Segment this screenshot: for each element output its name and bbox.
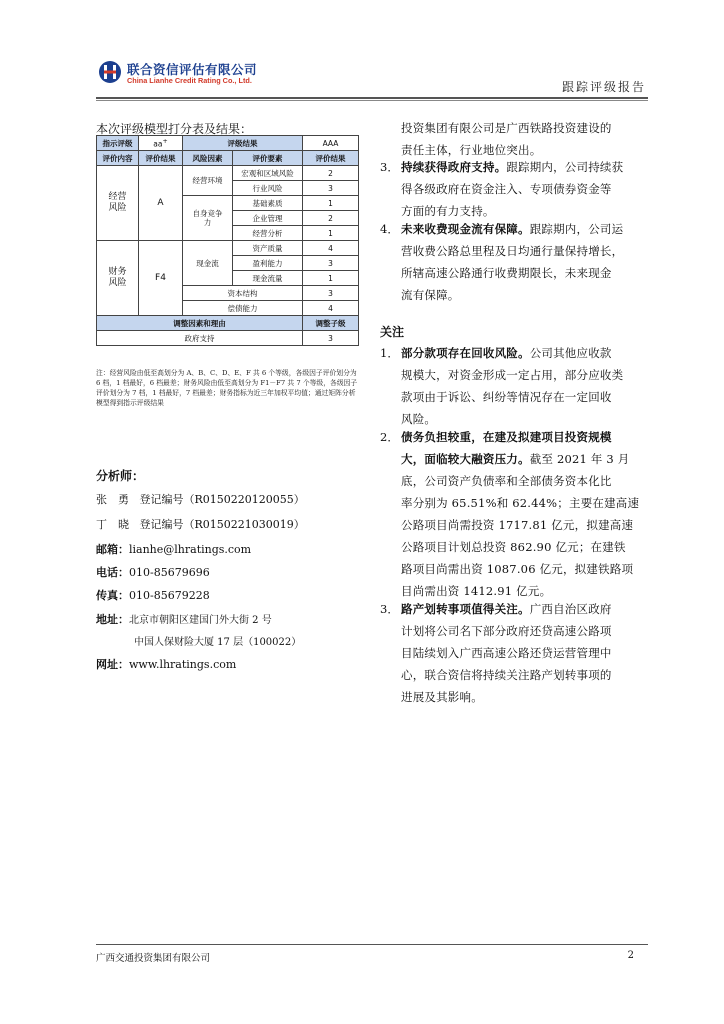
address-label: 地址： [96, 613, 129, 626]
footer-divider [96, 944, 648, 945]
phone-value: 010-85679696 [129, 566, 210, 579]
company-name-cn: 联合资信评估有限公司 [127, 62, 258, 77]
paragraph-line: 责任主体，行业地位突出。 [401, 143, 542, 157]
adjust-reason: 政府支持 [97, 331, 303, 346]
paragraph-line: 得各级政府在资金注入、专项债券资金等 [401, 182, 612, 196]
element-score: 1 [303, 226, 359, 241]
business-risk-label: 经营风险 [97, 166, 139, 241]
element-name: 盈利能力 [233, 256, 303, 271]
list-number: 3． [380, 160, 399, 174]
company-name-en: China Lianhe Credit Rating Co., Ltd. [127, 76, 252, 85]
paragraph-line: 所辖高速公路通行收费期限长，未来现金 [401, 266, 612, 280]
list-number: 2． [380, 430, 399, 444]
financial-risk-grade: F4 [139, 241, 183, 316]
address-line-2: 中国人保财险大厦 17 层（100022） [134, 637, 302, 648]
table-header-row [97, 316, 359, 331]
web-link[interactable]: www.lhratings.com [129, 658, 237, 671]
element-name: 现金流量 [233, 271, 303, 286]
paragraph-line: 进展及其影响。 [401, 690, 483, 704]
footer-company: 广西交通投资集团有限公司 [96, 953, 211, 964]
fax-line [96, 587, 210, 603]
list-item-4: 未来收费现金流有保障。跟踪期内，公司运 [401, 222, 624, 236]
indicative-label: 指示评级 [97, 136, 139, 151]
cash-flow-label: 现金流 [183, 241, 233, 286]
paragraph-line: 规模大，对资金形成一定占用，部分应收类 [401, 368, 624, 382]
analyst-name: 张 勇 [96, 493, 129, 506]
paragraph-line: 款项由于诉讼、纠纷等情况存在一定回收 [401, 390, 612, 404]
email-line [96, 541, 251, 557]
paragraph-line: 公路项目计划总投资 862.90 亿元；在建铁 [401, 540, 626, 554]
list-number: 4． [380, 222, 399, 236]
col-header: 风险因素 [183, 151, 233, 166]
email-label: 邮箱： [96, 543, 129, 556]
paragraph-line: 投资集团有限公司是广西铁路投资建设的 [401, 121, 612, 135]
element-score: 1 [303, 271, 359, 286]
element-name: 企业管理 [233, 211, 303, 226]
fax-label: 传真： [96, 589, 129, 602]
analyst-1 [96, 491, 305, 507]
element-score: 2 [303, 166, 359, 181]
phone-line [96, 564, 210, 580]
table-row [97, 331, 359, 346]
analyst-name: 丁 晓 [96, 518, 129, 531]
web-label: 网址： [96, 658, 129, 671]
element-score: 3 [303, 256, 359, 271]
focus-heading: 关注 [380, 325, 405, 339]
element-score: 1 [303, 196, 359, 211]
web-line [96, 656, 236, 672]
table-row [97, 166, 359, 181]
table-row [97, 136, 359, 151]
model-title: 本次评级模型打分表及结果： [96, 122, 253, 136]
fax-value: 010-85679228 [129, 589, 210, 602]
rating-model-table [96, 135, 359, 346]
self-competitiveness-label: 自身竞争力 [183, 196, 233, 241]
focus-item-2: 债务负担较重，在建及拟建项目投资规模 [401, 430, 612, 444]
header-divider-thin [96, 100, 648, 101]
analyst-2 [96, 516, 305, 532]
lianhe-logo-icon [98, 60, 122, 84]
col-header: 评价要素 [233, 151, 303, 166]
paragraph-line: 大，面临较大融资压力。截至 2021 年 3 月 [401, 452, 630, 466]
paragraph-line: 风险。 [401, 412, 437, 426]
element-name: 经营分析 [233, 226, 303, 241]
paragraph-line: 计划将公司名下部分政府还贷高速公路项 [401, 624, 612, 638]
element-name: 基础素质 [233, 196, 303, 211]
col-header: 评价结果 [303, 151, 359, 166]
paragraph-line: 路项目尚需出资 1087.06 亿元，拟建铁路项 [401, 562, 634, 576]
list-item-3: 持续获得政府支持。跟踪期内，公司持续获 [401, 160, 624, 174]
adjust-label: 调整因素和理由 [97, 316, 303, 331]
element-score: 2 [303, 211, 359, 226]
paragraph-line: 心，联合资信将持续关注路产划转事项的 [401, 668, 612, 682]
result-value: AAA [303, 136, 359, 151]
paragraph-line: 营收费公路总里程及日均通行量保持增长， [401, 244, 624, 258]
header-divider [96, 97, 648, 99]
financial-risk-label: 财务风险 [97, 241, 139, 316]
paragraph-line: 方面的有力支持。 [401, 204, 495, 218]
report-type: 跟踪评级报告 [561, 80, 646, 94]
element-name: 资本结构 [183, 286, 303, 301]
element-score: 3 [303, 286, 359, 301]
business-risk-grade: A [139, 166, 183, 241]
paragraph-line: 目陆续划入广西高速公路还贷运营管理中 [401, 646, 612, 660]
list-number: 3． [380, 602, 399, 616]
analyst-reg: 登记编号（R0150220120055） [139, 493, 305, 506]
focus-item-3: 路产划转事项值得关注。广西自治区政府 [401, 602, 612, 616]
analyst-heading: 分析师： [96, 469, 145, 483]
adjust-value: 3 [303, 331, 359, 346]
paragraph-line: 公路项目尚需投资 1717.81 亿元，拟建高速 [401, 518, 634, 532]
paragraph-line: 底，公司资产负债率和全部债务资本化比 [401, 474, 612, 488]
element-name: 行业风险 [233, 181, 303, 196]
analyst-reg: 登记编号（R0150221030019） [139, 518, 305, 531]
element-score: 4 [303, 301, 359, 316]
indicative-value: aa+ [139, 136, 183, 151]
paragraph-line: 率分别为 65.51%和 62.44%；主要在建高速 [401, 496, 640, 510]
phone-label: 电话： [96, 566, 129, 579]
element-score: 4 [303, 241, 359, 256]
result-label: 评级结果 [183, 136, 303, 151]
focus-item-1: 部分款项存在回收风险。公司其他应收款 [401, 346, 612, 360]
paragraph-line: 流有保障。 [401, 288, 460, 302]
col-header: 评价内容 [97, 151, 139, 166]
element-name: 偿债能力 [183, 301, 303, 316]
model-note: 注：经营风险由低至高划分为 A、B、C、D、E、F 共 6 个等级，各级因子评价划分为 6 档，1 档最好，6 档最差；财务风险由低至高划分为 F1－F7 共 7 个等级，各级因子评价划分为 7 档，1 档最好，7 档最差；财务指标为近三年加权平均值；通过矩阵分析模型得到指示评级结果 [96, 369, 358, 407]
address-value: 北京市朝阳区建国门外大街 2 号 [129, 615, 272, 626]
operating-env-label: 经营环境 [183, 166, 233, 196]
col-header: 评价结果 [139, 151, 183, 166]
email-link[interactable]: lianhe@lhratings.com [129, 543, 252, 556]
list-number: 1． [380, 346, 399, 360]
element-score: 3 [303, 181, 359, 196]
paragraph-line: 目尚需出资 1412.91 亿元。 [401, 584, 552, 598]
table-row [97, 241, 359, 256]
address-line [96, 611, 272, 627]
element-name: 宏观和区域风险 [233, 166, 303, 181]
page-number: 2 [627, 950, 634, 961]
element-name: 资产质量 [233, 241, 303, 256]
adjust-sub-label: 调整子级 [303, 316, 359, 331]
table-header-row [97, 151, 359, 166]
